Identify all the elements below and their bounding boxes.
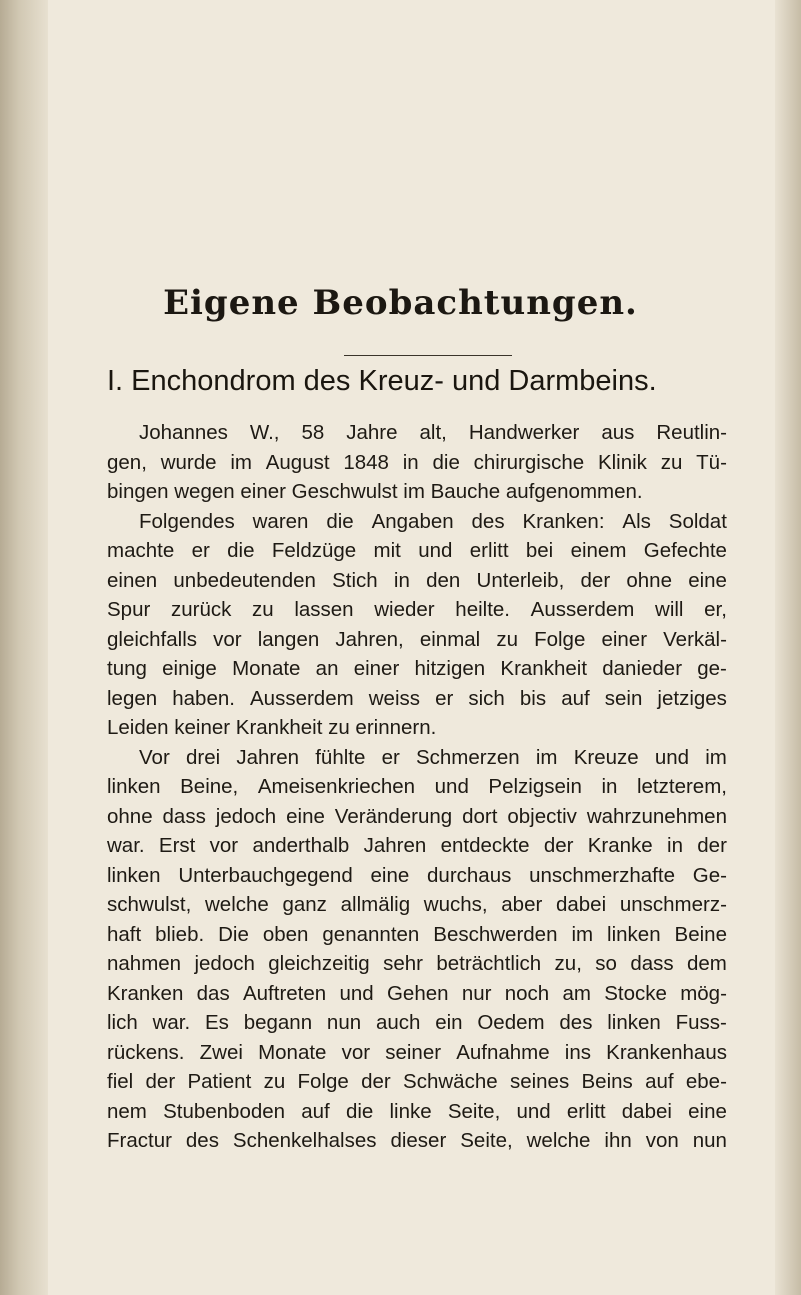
- text-line: ohne dass jedoch eine Veränderung dort objectiv wahrzunehmen: [107, 804, 727, 828]
- text-line: fiel der Patient zu Folge der Schwäche seines Beins auf ebe-: [107, 1070, 727, 1093]
- text-line: war. Erst vor anderthalb Jahren entdeckte der Kranke in der: [107, 834, 727, 857]
- page-right-edge: [775, 0, 801, 1295]
- text-line: bingen wegen einer Geschwulst im Bauche aufgenommen.: [107, 480, 643, 503]
- section-title: I. Enchondrom des Kreuz- und Darmbeins.: [107, 365, 657, 397]
- text-line: lich war. Es begann nun auch ein Oedem des linken Fuss-: [107, 1011, 727, 1034]
- text-line: Kranken das Auftreten und Gehen nur noch am Stocke mög-: [107, 981, 727, 1005]
- text-line: Johannes W., 58 Jahre alt, Handwerker aus Reutlin-: [139, 421, 727, 444]
- text-line: Fractur des Schenkelhalses dieser Seite, welche ihn von nun: [107, 1129, 727, 1152]
- text-line: tung einige Monate an einer hitzigen Krankheit danieder ge-: [107, 657, 727, 680]
- text-line: gleichfalls vor langen Jahren, einmal zu Folge einer Verkäl-: [107, 627, 727, 651]
- text-line: nem Stubenboden auf die linke Seite, und erlitt dabei eine: [107, 1099, 727, 1123]
- page-binding-edge: [0, 0, 48, 1295]
- text-line: einen unbedeutenden Stich in den Unterleib, der ohne eine: [107, 568, 727, 592]
- text-line: machte er die Feldzüge mit und erlitt bei einem Gefechte: [107, 539, 727, 562]
- text-line: haft blieb. Die oben genannten Beschwerden im linken Beine: [107, 922, 727, 946]
- text-line: Folgendes waren die Angaben des Kranken: Als Soldat: [139, 509, 727, 533]
- text-line: Leiden keiner Krankheit zu erinnern.: [107, 716, 437, 739]
- text-line: Vor drei Jahren fühlte er Schmerzen im Kreuze und im: [139, 745, 727, 769]
- text-line: rückens. Zwei Monate vor seiner Aufnahme ins Krankenhaus: [107, 1040, 727, 1064]
- text-line: Spur zurück zu lassen wieder heilte. Ausserdem will er,: [107, 598, 727, 621]
- body-text: [107, 418, 727, 1156]
- text-line: nahmen jedoch gleichzeitig sehr beträchtlich zu, so dass dem: [107, 952, 727, 975]
- text-line: legen haben. Ausserdem weiss er sich bis auf sein jetziges: [107, 686, 727, 710]
- text-line: schwulst, welche ganz allmälig wuchs, aber dabei unschmerz-: [107, 893, 727, 916]
- heading-divider: [344, 355, 512, 356]
- text-line: linken Beine, Ameisenkriechen und Pelzigsein in letzterem,: [107, 775, 727, 798]
- chapter-heading: Eigene Beobachtungen.: [163, 283, 638, 323]
- text-line: linken Unterbauchgegend eine durchaus unschmerzhafte Ge-: [107, 863, 727, 887]
- text-line: gen, wurde im August 1848 in die chirurgische Klinik zu Tü-: [107, 450, 727, 474]
